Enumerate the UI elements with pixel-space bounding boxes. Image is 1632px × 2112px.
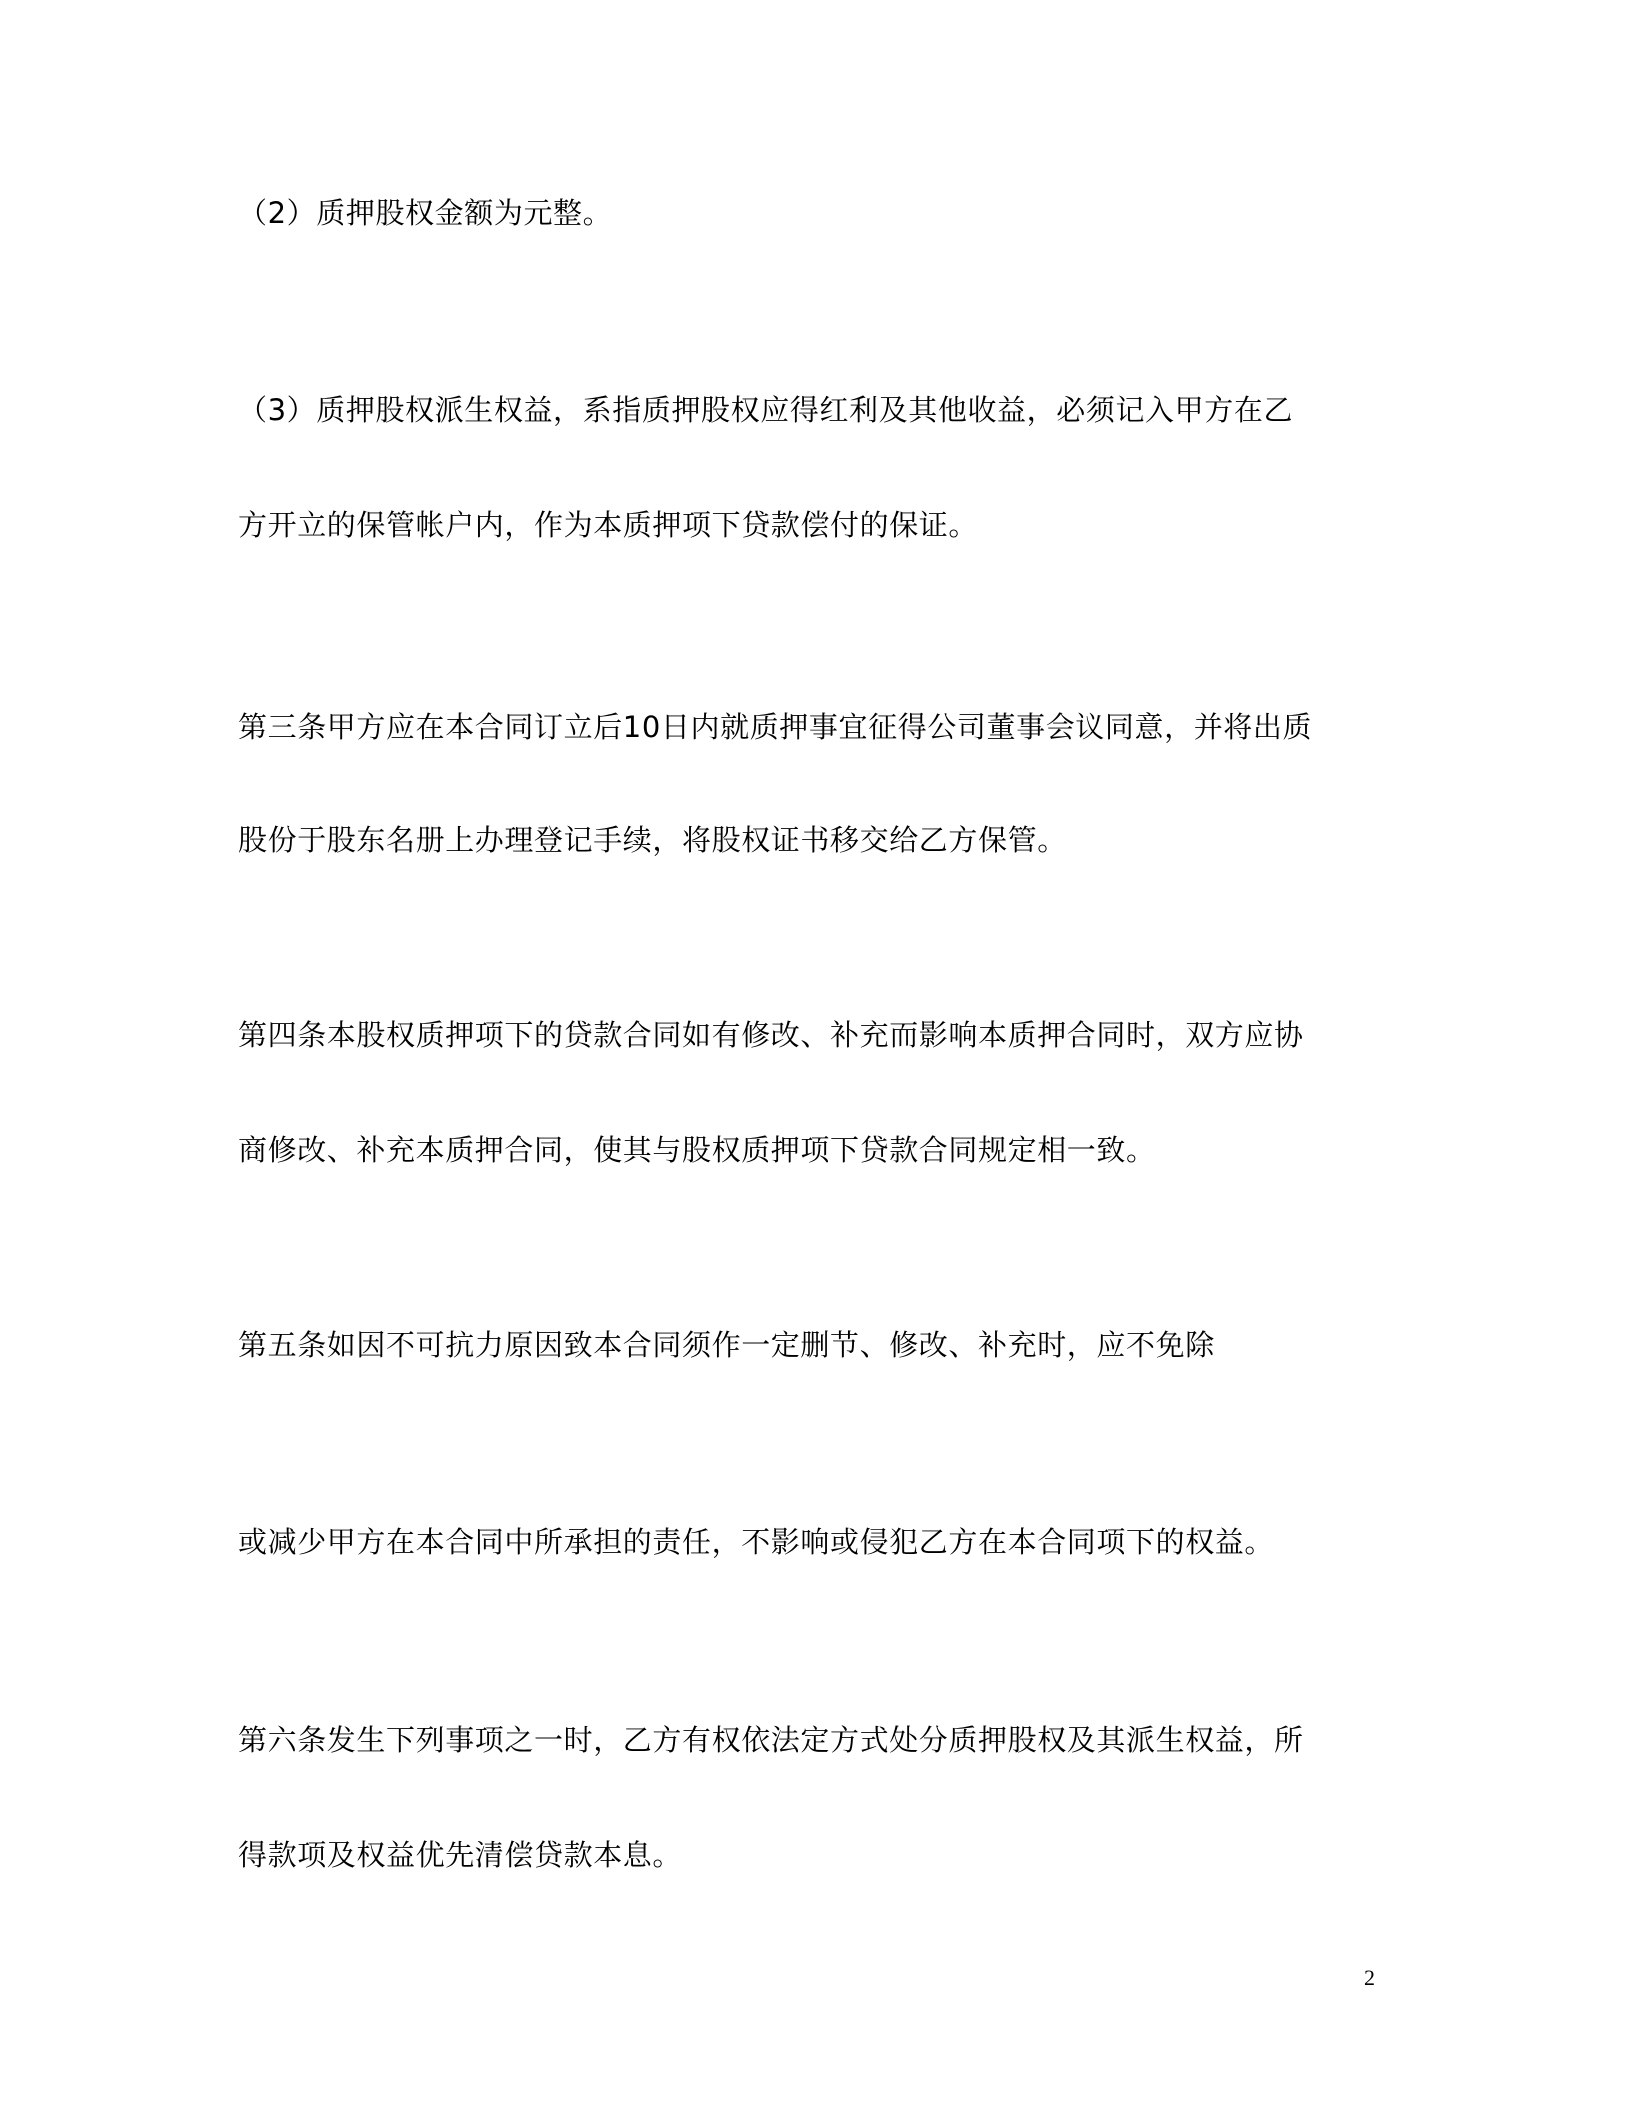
page-number: 2 — [1364, 1965, 1375, 1990]
clause-line: 商修改、补充本质押合同，使其与股权质押项下贷款合同规定相一致。 — [238, 1133, 1156, 1167]
clause-line: 或减少甲方在本合同中所承担的责任，不影响或侵犯乙方在本合同项下的权益。 — [238, 1525, 1275, 1559]
clause-line: 第五条如因不可抗力原因致本合同须作一定删节、修改、补充时，应不免除 — [238, 1328, 1215, 1362]
clause-line: （3）质押股权派生权益，系指质押股权应得红利及其他收益，必须记入甲方在乙 — [238, 393, 1294, 427]
clause-line: 得款项及权益优先清偿贷款本息。 — [238, 1838, 683, 1872]
clause-line: 第六条发生下列事项之一时，乙方有权依法定方式处分质押股权及其派生权益，所 — [238, 1723, 1304, 1757]
clause-line: 第四条本股权质押项下的贷款合同如有修改、补充而影响本质押合同时，双方应协 — [238, 1018, 1304, 1052]
clause-line: （2）质押股权金额为元整。 — [238, 196, 613, 230]
clause-line: 第三条甲方应在本合同订立后10日内就质押事宜征得公司董事会议同意，并将出质 — [238, 710, 1313, 744]
clause-line: 股份于股东名册上办理登记手续，将股权证书移交给乙方保管。 — [238, 823, 1067, 857]
clause-line: 方开立的保管帐户内，作为本质押项下贷款偿付的保证。 — [238, 508, 979, 542]
